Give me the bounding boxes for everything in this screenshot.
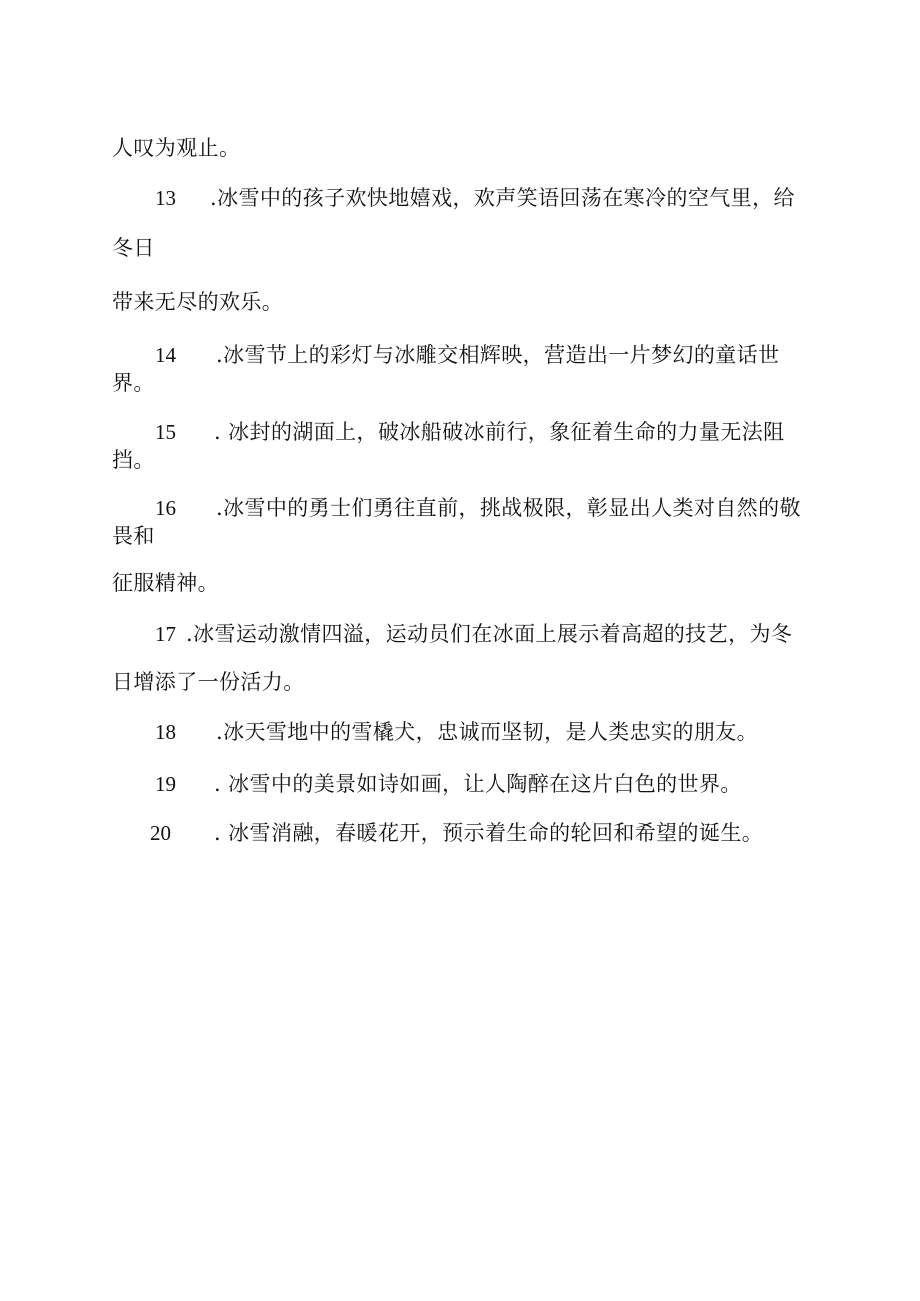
text-line: 冬日 — [112, 236, 155, 260]
item-number: 13 — [155, 186, 176, 210]
item-number: 20 — [150, 821, 171, 845]
text-line: 人叹为观止。 — [112, 136, 241, 160]
text-line: 界。 — [112, 371, 155, 395]
item-number: 15 — [155, 420, 176, 444]
text-line: .冰雪运动激情四溢，运动员们在冰面上展示着高超的技艺，为冬 — [186, 622, 793, 646]
item-number: 14 — [155, 343, 176, 367]
text-line: . 冰雪中的美景如诗如画，让人陶醉在这片白色的世界。 — [214, 772, 742, 796]
item-number: 17 — [155, 622, 176, 646]
text-line: . 冰雪消融，春暖花开，预示着生命的轮回和希望的诞生。 — [214, 821, 764, 845]
text-line: .冰雪节上的彩灯与冰雕交相辉映，营造出一片梦幻的童话世 — [216, 343, 780, 367]
text-line: . 冰封的湖面上，破冰船破冰前行，象征着生命的力量无法阻 — [214, 420, 785, 444]
text-line: 畏和 — [112, 524, 155, 548]
text-line: .冰雪中的孩子欢快地嬉戏，欢声笑语回荡在寒冷的空气里，给 — [210, 186, 795, 210]
item-number: 16 — [155, 496, 176, 520]
text-line: .冰天雪地中的雪橇犬，忠诚而坚韧，是人类忠实的朋友。 — [216, 720, 759, 744]
item-number: 19 — [155, 772, 176, 796]
text-line: 挡。 — [112, 448, 155, 472]
text-line: 带来无尽的欢乐。 — [112, 290, 284, 314]
item-number: 18 — [155, 720, 176, 744]
text-line: 征服精神。 — [112, 571, 219, 595]
text-line: .冰雪中的勇士们勇往直前，挑战极限，彰显出人类对自然的敬 — [216, 496, 801, 520]
text-line: 日增添了一份活力。 — [112, 670, 305, 694]
